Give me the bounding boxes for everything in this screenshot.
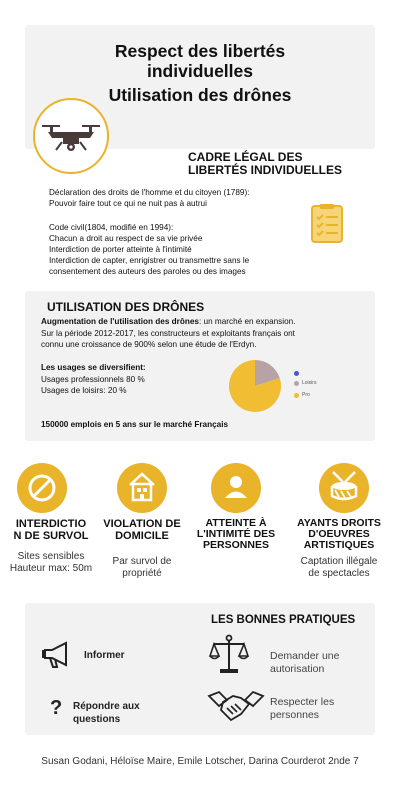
risk-4-sub-l1: Captation illégale (300, 556, 378, 567)
usage-leisure: Usages de loisirs: 20 % (41, 386, 127, 395)
risk-2-title-l1: VIOLATION DE (103, 518, 181, 530)
legal-p2-line5: consentement des auteurs des paroles ou des images (49, 267, 246, 276)
legal-p2-line2: Chacun a droit au respect de sa vie privée (49, 234, 203, 243)
risk-3-title-l2: L'INTIMITÉ DES (196, 528, 276, 540)
legal-p1-line2: Pouvoir faire tout ce qui ne nuit pas à autrui (49, 199, 207, 208)
usage-intro-rest: : un marché en expansion. (198, 317, 296, 326)
risk-1-title-l2: N DE SURVOL (13, 530, 89, 542)
usage-jobs: 150000 emplois en 5 ans sur le marché Français (41, 420, 229, 429)
usage-diversify-title: Les usages se diversifient: (41, 363, 146, 372)
prohibited-icon (27, 473, 57, 503)
practices-title: LES BONNES PRATIQUES (211, 614, 356, 626)
practice-authorize-l1: Demander une (270, 650, 340, 662)
house-icon (127, 471, 157, 503)
legal-p2-line4: Interdiction de capter, enrigistrer ou transmettre sans le (49, 256, 250, 265)
risk-1-sub-l1: Sites sensibles (17, 551, 85, 562)
usage-intro-line1 (41, 316, 295, 327)
legend-label-pro: Pro (302, 392, 310, 398)
scales-icon (209, 634, 249, 676)
megaphone-icon (41, 640, 73, 670)
drone-icon (40, 118, 102, 154)
risk-4-title-l2: D'OEUVRES (308, 528, 370, 540)
legend-dot-top (294, 371, 299, 376)
usage-intro-line2: Sur la période 2012-2017, les constructeurs et exploitants français ont (41, 329, 295, 338)
footer-authors: Susan Godani, Héloïse Maire, Emile Lotscher, Darina Courderot 2nde 7 (41, 756, 359, 767)
legal-title-line2: LIBERTÉS INDIVIDUELLES (188, 163, 343, 177)
risk-4-title-l3: ARTISTIQUES (303, 539, 375, 551)
practice-inform: Informer (84, 650, 125, 661)
legend-label-leisure: Loisirs (302, 380, 317, 386)
risk-2-sub-l1: Par survol de (112, 556, 172, 567)
legal-title-line1: CADRE LÉGAL DES (188, 150, 303, 164)
drum-icon (327, 469, 361, 505)
page-title-line2: individuelles (147, 61, 253, 81)
usage-intro-line3: connu une croissance de 900% selon une étude de l'Erdyn. (41, 340, 257, 349)
practice-respect-l1: Respecter les (270, 696, 335, 708)
legal-p2-line3: Interdiction de porter atteinte à l'intimité (49, 245, 192, 254)
question-icon: ? (50, 697, 63, 719)
usage-pie-chart (228, 359, 282, 413)
page-title-line1: Respect des libertés (114, 41, 286, 61)
risk-2-sub-l2: propriété (122, 568, 162, 579)
practice-authorize-l2: autorisation (270, 663, 325, 675)
practice-respect-l2: personnes (270, 709, 320, 721)
practice-answer-l2: questions (73, 714, 121, 725)
risk-2-title-l2: DOMICILE (115, 530, 169, 542)
usage-intro-bold: Augmentation de l'utilisation des drônes (41, 317, 199, 326)
legal-p1-line1: Déclaration des droits de l'homme et du citoyen (1789): (49, 188, 250, 197)
handshake-icon (207, 690, 265, 724)
risk-4-title-l1: AYANTS DROITS (297, 517, 381, 529)
risk-1-sub-l2: Hauteur max: 50m (9, 563, 93, 574)
person-icon (221, 471, 251, 503)
risk-4-sub-l2: de spectacles (308, 568, 370, 579)
checklist-icon (309, 204, 345, 244)
risk-3-title-l3: PERSONNES (203, 539, 269, 551)
page-title-line3: Utilisation des drônes (108, 85, 292, 105)
legal-p2-line1: Code civil(1804, modifié en 1994): (49, 223, 174, 232)
practice-answer-l1: Répondre aux (73, 701, 140, 712)
legend-dot-pro (294, 393, 299, 398)
legend-dot-leisure (294, 381, 299, 386)
usage-pro: Usages professionnels 80 % (41, 375, 145, 384)
risk-3-title-l1: ATTEINTE À (205, 517, 267, 529)
risk-1-title-l1: INTERDICTIO (15, 518, 87, 530)
usage-title: UTILISATION DES DRÔNES (47, 300, 205, 314)
